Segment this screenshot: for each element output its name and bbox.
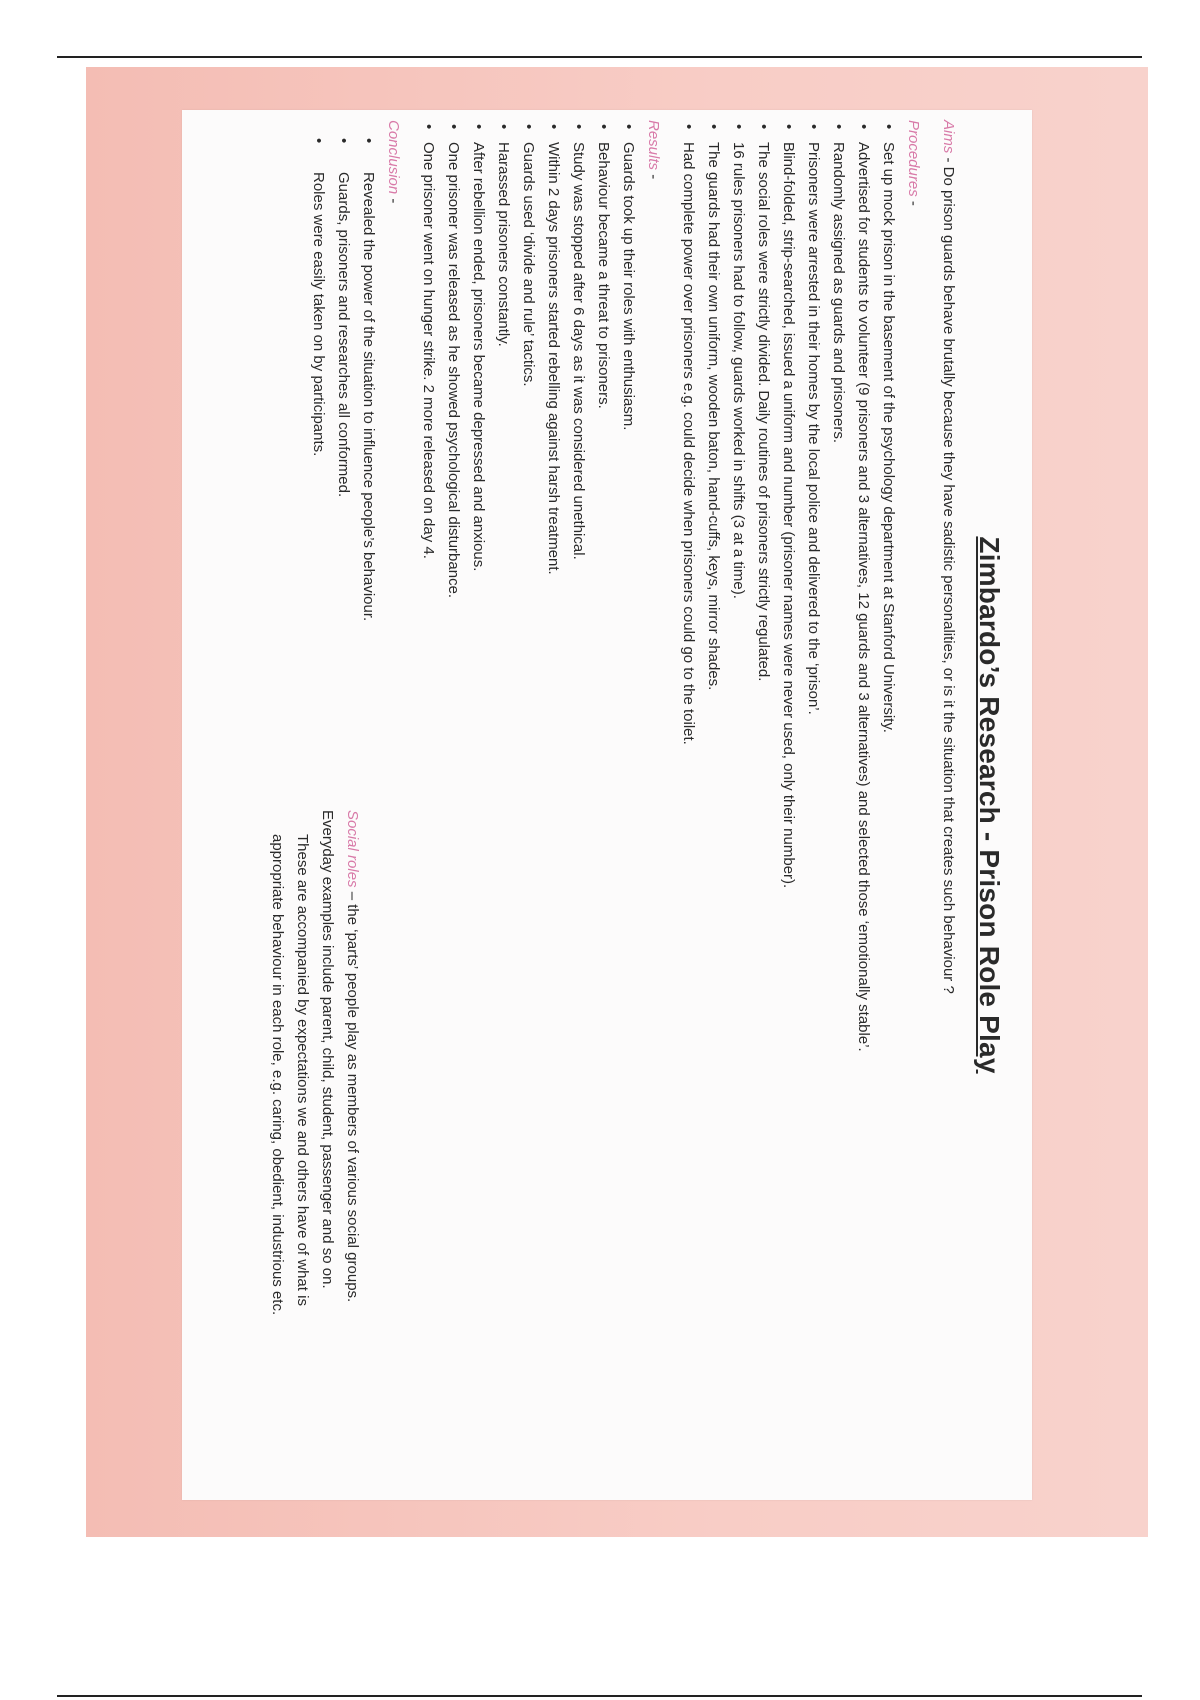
list-item: • Roles were easily taken on by participants. <box>306 120 331 1490</box>
list-item: • One prisoner was released as he showed psychological disturbance. <box>441 120 466 1490</box>
list-item: • Guards used ‘divide and rule’ tactics. <box>516 120 541 1490</box>
social-roles-line4: appropriate behaviour in each role, e.g. caring, obedient, industrious etc. <box>269 834 286 1316</box>
procedures-heading: Procedures <box>905 120 922 197</box>
footer-rule <box>57 1695 1142 1697</box>
aims-section <box>936 120 961 1490</box>
list-item: • Behaviour became a threat to prisoners. <box>591 120 616 1490</box>
header-rule <box>57 56 1142 58</box>
list-item: • Guards, prisoners and researches all conformed. <box>331 120 356 1490</box>
aims-text: - Do prison guards behave brutally because they have sadistic personalities, or is it the situation that creates such behaviour ? <box>940 153 957 994</box>
list-item: • Study was stopped after 6 days as it was considered unethical. <box>566 120 591 1490</box>
results-heading: Results <box>645 120 662 171</box>
social-roles-line1: – the ‘parts’ people play as members of various social groups. <box>344 887 361 1303</box>
aims-heading: Aims <box>940 120 957 154</box>
social-roles-line3: These are accompanied by expectations we and others have of what is <box>294 834 311 1306</box>
list-item: • Guards took up their roles with enthusiasm. <box>616 120 641 1490</box>
procedures-list <box>676 120 901 1490</box>
social-roles-line2: Everyday examples include parent, child, student, passenger and so on. <box>319 810 336 1289</box>
list-item: • Prisoners were arrested in their homes by the local police and delivered to the ‘prison’. <box>801 120 826 1490</box>
list-item: • Blind-folded, strip-searched, issued a uniform and number (prisoner names were never used, only their number). <box>776 120 801 1490</box>
list-item: • Advertised for students to volunteer (9 prisoners and 3 alternatives, 12 guards and 3 alternatives) and selected those ‘emotionally stable’. <box>851 120 876 1490</box>
conclusion-heading-suffix: - <box>385 194 402 204</box>
page-title: Zimbardo’s Research - Prison Role Play <box>974 536 1005 1074</box>
list-item: • After rebellion ended, prisoners became depressed and anxious. <box>466 120 491 1490</box>
results-list <box>416 120 641 1490</box>
social-roles-box <box>265 810 365 1500</box>
list-item: • Had complete power over prisoners e.g. could decide when prisoners could go to the toilet. <box>676 120 701 1490</box>
worksheet-content <box>190 120 1010 1490</box>
list-item: • Randomly assigned as guards and prisoners. <box>826 120 851 1490</box>
procedures-heading-suffix: - <box>905 196 922 206</box>
results-section <box>416 120 666 1490</box>
list-item: • 16 rules prisoners had to follow, guards worked in shifts (3 at a time). <box>726 120 751 1490</box>
results-heading-suffix: - <box>645 170 662 180</box>
list-item: • Within 2 days prisoners started rebelling against harsh treatment. <box>541 120 566 1490</box>
list-item: • The social roles were strictly divided. Daily routines of prisoners strictly regulated. <box>751 120 776 1490</box>
social-roles-heading: Social roles <box>344 810 361 888</box>
list-item: • The guards had their own uniform, wooden baton, hand-cuffs, keys, mirror shades. <box>701 120 726 1490</box>
list-item: • Revealed the power of the situation to influence people’s behaviour. <box>356 120 381 1490</box>
conclusion-heading: Conclusion <box>385 120 402 195</box>
list-item: • One prisoner went on hunger strike. 2 more released on day 4. <box>416 120 441 1490</box>
procedures-section <box>676 120 926 1490</box>
list-item: • Set up mock prison in the basement of the psychology department at Stanford University. <box>876 120 901 1490</box>
list-item: • Harassed prisoners constantly. <box>491 120 516 1490</box>
